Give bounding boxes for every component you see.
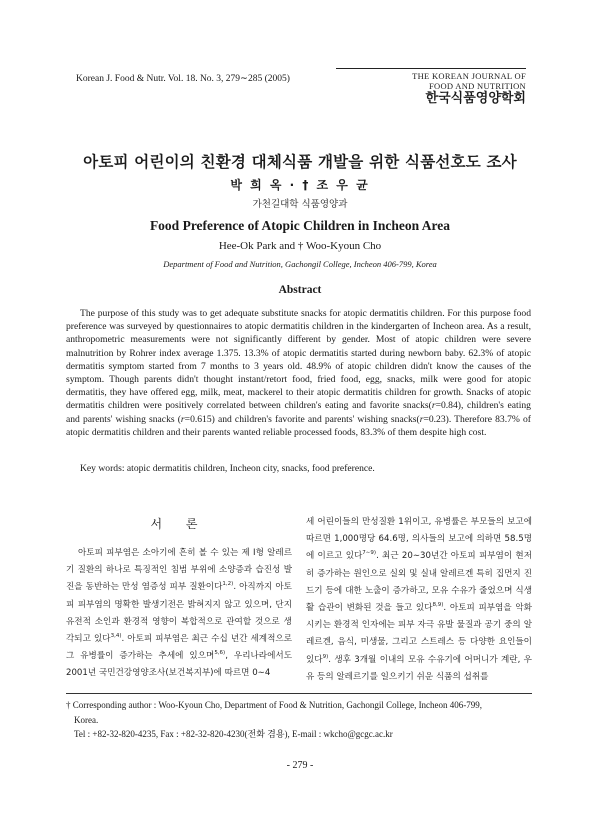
intro-left-text-d: , 우리나라에서도 2001년 국민건강영양조사(보건복지부)에 따르면 0∼4 <box>66 651 293 679</box>
intro-right-text-c: . 아토피 피부염을 악화시키는 환경적 인자에는 피부 자극 유발 물질과 공기 중의 알레르겐, 음식, 미생물, 그리고 스트레스 등 다양한 요인들이 있다 <box>306 603 532 665</box>
journal-citation: Korean J. Food & Nutr. Vol. 18. No. 3, 279∼285 (2005) <box>76 74 290 84</box>
citation-ref: 3,4) <box>110 633 122 640</box>
intro-right-text-a: 세 어린이들의 만성질환 1위이고, 유병률은 부모들의 보고에 따르면 1,000명당 64.6명, 의사들의 보고에 의하면 58.5명에 이르고 있다 <box>306 517 532 562</box>
corresponding-author-footnote <box>66 698 532 742</box>
journal-masthead <box>336 68 526 107</box>
intro-right-column <box>306 514 532 686</box>
english-authors: Hee-Ok Park and † Woo-Kyoun Cho <box>218 240 382 252</box>
abstract-text-part4: =0.23). Therefore 83.7% of atopic dermatitis children and their parents wanted reliable processed foods, 83.3% of them despite high cost. <box>66 413 531 438</box>
citation-ref: 9) <box>322 653 329 660</box>
r3-symbol: r <box>419 413 424 425</box>
journal-name-en-line2: FOOD AND NUTRITION <box>428 81 526 91</box>
intro-left-text-b: . 아직까지 아토피 피부염의 명확한 발생기전은 밝혀지지 않고 있으며, 단지 유전적 소인과 환경적 영향이 복합적으로 관여할 것으로 생각되고 있다 <box>66 582 292 645</box>
citation-ref: 5,6) <box>214 650 226 657</box>
abstract-heading: Abstract <box>278 284 322 296</box>
abstract-text-part1: The purpose of this study was to get adequate substitute snacks for atopic dermatitis children. For this purpose food preference was surveyed by questionnaires to atopic dermatitis children in the kindergarten of Incheon area. As a result, anthropometric measurements were not significantly different by gender. Most of atopic children were severe malnutrition by Rohrer index average 1.375. 13.3% of atopic dermatitis started during newborn baby. 62.3% of atopic dermatitis symptom started from 7 months to 3 years old. 48.9% of atopic children didn't know the causes of the symptom. Though parents didn't thought instant/retort food, fried food, egg, snacks, milk were good for atopic dermatitis, they have offered egg, milk, meat, mackerel to their atopic dermatitis children for growth. Snacks of atopic dermatitis children were positively correlated between children's eating and favorite snacks( <box>66 308 531 412</box>
introduction-heading: 서 론 <box>150 517 208 531</box>
citation-ref: 8,9) <box>432 602 444 609</box>
intro-right-text-d: . 생후 3개월 이내의 모유 수유기에 어머니가 계란, 우유 등의 알레르기를 일으키기 쉬운 식품의 섭취를 <box>306 654 532 682</box>
r2-symbol: r <box>180 413 185 425</box>
journal-name-en-line1: THE KOREAN JOURNAL OF <box>412 71 526 81</box>
intro-left-column <box>66 545 292 683</box>
keywords: Key words: atopic dermatitis children, Incheon city, snacks, food preference. <box>80 463 375 474</box>
citation-ref: 7∼9) <box>362 550 377 557</box>
korean-title: 아토피 어린이의 친환경 대체식품 개발을 위한 식품선호도 조사 <box>83 153 517 171</box>
abstract-text-part2: =0.84), children's eating and parents' wishing snacks ( <box>66 400 531 425</box>
citation-ref: 1,2) <box>222 581 234 588</box>
abstract-text-part3: =0.615) and children's favorite and parents' wishing snacks( <box>184 413 420 425</box>
english-affiliation: Department of Food and Nutrition, Gachongil College, Incheon 406-799, Korea <box>163 259 437 269</box>
footnote-line1: † Corresponding author : Woo-Kyoun Cho, Department of Food & Nutrition, Gachongil College, Incheon 406-799, <box>66 700 483 710</box>
intro-right-text-b: . 최근 20∼30년간 아토피 피부염이 현저히 증가하는 원인으로 실외 및 실내 알레르겐 특히 집먼지 진드기 등에 대한 노출이 증가하고, 모유 수유가 줄었으며 식생활 습관이 변화된 것을 들고 있다 <box>306 551 532 614</box>
masthead-rule <box>336 68 526 69</box>
intro-left-text-a: 아토피 피부염은 소아기에 흔히 볼 수 있는 제 I형 알레르기 질환의 하나로 특징적인 침범 부위에 소양증과 습진성 발진을 동반하는 만성 염증성 피부 질환이다 <box>66 548 292 593</box>
footnote-divider <box>66 693 532 694</box>
footnote-line3: Tel : +82-32-820-4235, Fax : +82-32-820-4230(전화 겸용), E-mail : wkcho@gcgc.ac.kr <box>74 729 393 739</box>
korean-authors: 박 희 옥 · † 조 우 균 <box>230 178 370 192</box>
english-title: Food Preference of Atopic Children in Incheon Area <box>149 218 451 233</box>
abstract-body <box>66 307 531 439</box>
intro-left-text-c: . 아토피 피부염은 최근 수십 년간 세계적으로 그 유병률이 증가하는 추세에 있으며 <box>66 634 292 662</box>
page-number: - 279 - <box>286 760 314 771</box>
journal-name-ko: 한국식품영양학회 <box>425 91 526 106</box>
korean-affiliation: 가천길대학 식품영양과 <box>252 199 348 210</box>
footnote-line2: Korea. <box>74 714 99 725</box>
r1-symbol: r <box>431 400 436 412</box>
